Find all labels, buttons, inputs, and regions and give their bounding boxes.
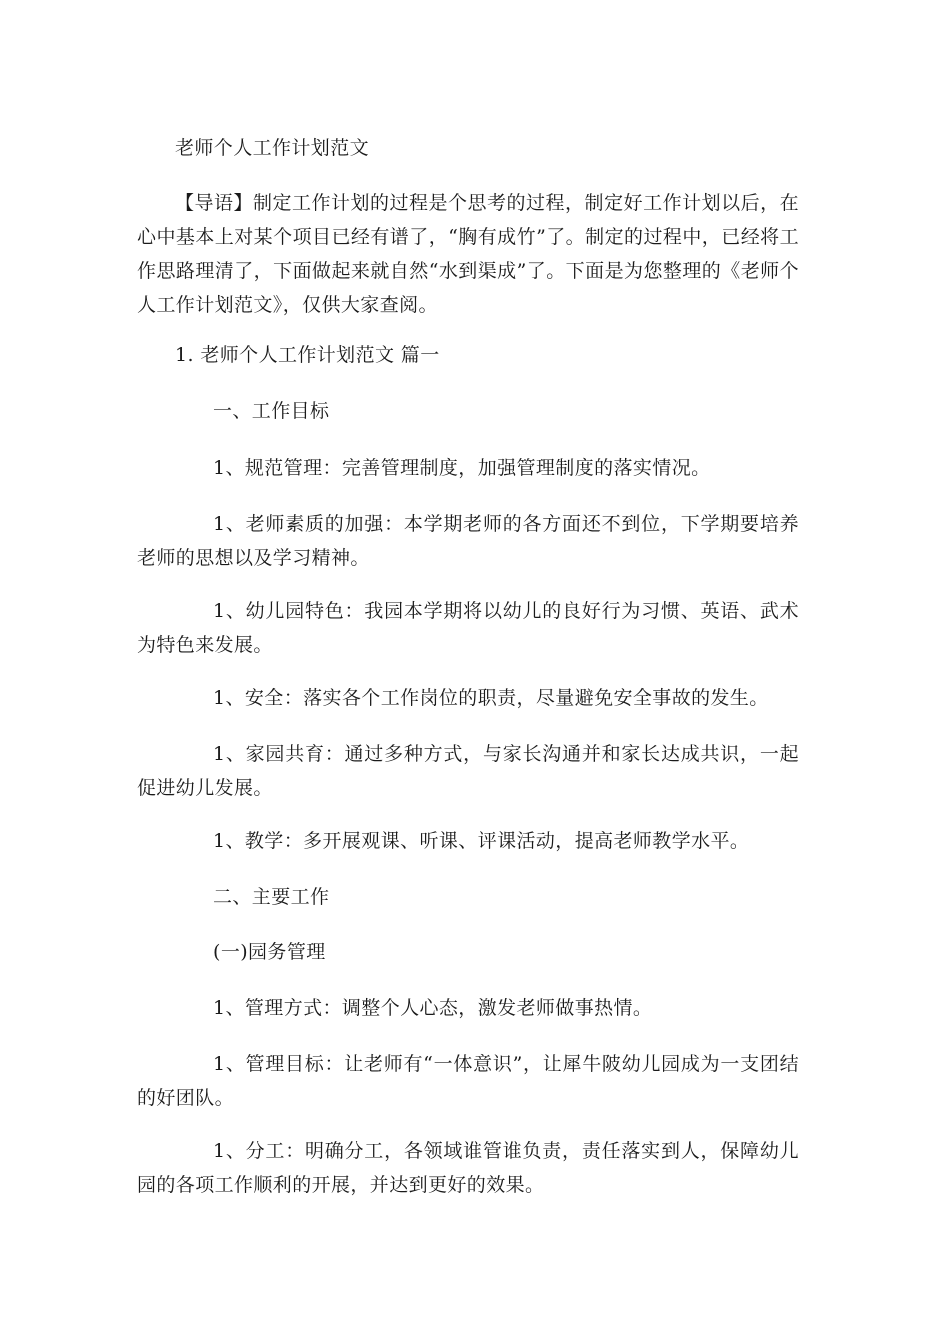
- work-item: 1、管理目标：让老师有“一体意识”，让犀牛陂幼儿园成为一支团结的好团队。: [137, 1053, 799, 1109]
- work-item: 1、分工：明确分工，各领域谁管谁负责，责任落实到人，保障幼儿园的各项工作顺利的开展，并达到更好的效果。: [137, 1140, 799, 1196]
- heading-work-goals: 一、工作目标: [213, 400, 330, 422]
- goal-item: 1、家园共育：通过多种方式，与家长沟通并和家长达成共识，一起促进幼儿发展。: [137, 743, 799, 799]
- goal-item: 1、安全：落实各个工作岗位的职责，尽量避免安全事故的发生。: [213, 687, 769, 709]
- goal-item: 1、幼儿园特色：我园本学期将以幼儿的良好行为习惯、英语、武术为特色来发展。: [137, 600, 799, 656]
- document-title: 老师个人工作计划范文: [175, 137, 370, 159]
- subheading-admin: (一)园务管理: [213, 941, 326, 963]
- heading-main-work: 二、主要工作: [213, 886, 330, 908]
- work-item: 1、管理方式：调整个人心态，激发老师做事热情。: [213, 997, 653, 1019]
- goal-item: 1、规范管理：完善管理制度，加强管理制度的落实情况。: [213, 457, 711, 479]
- intro-paragraph: 【导语】制定工作计划的过程是个思考的过程，制定好工作计划以后，在心中基本上对某个项目已经有谱了，“胸有成竹”了。制定的过程中，已经将工作思路理清了，下面做起来就自然“水到渠成”了。下面是为您整理的《老师个人工作计划范文》，仅供大家查阅。: [137, 192, 799, 316]
- goal-item: 1、老师素质的加强：本学期老师的各方面还不到位，下学期要培养老师的思想以及学习精神。: [137, 513, 799, 569]
- section-heading: 1. 老师个人工作计划范文 篇一: [175, 344, 440, 366]
- goal-item: 1、教学：多开展观课、听课、评课活动，提高老师教学水平。: [213, 830, 750, 852]
